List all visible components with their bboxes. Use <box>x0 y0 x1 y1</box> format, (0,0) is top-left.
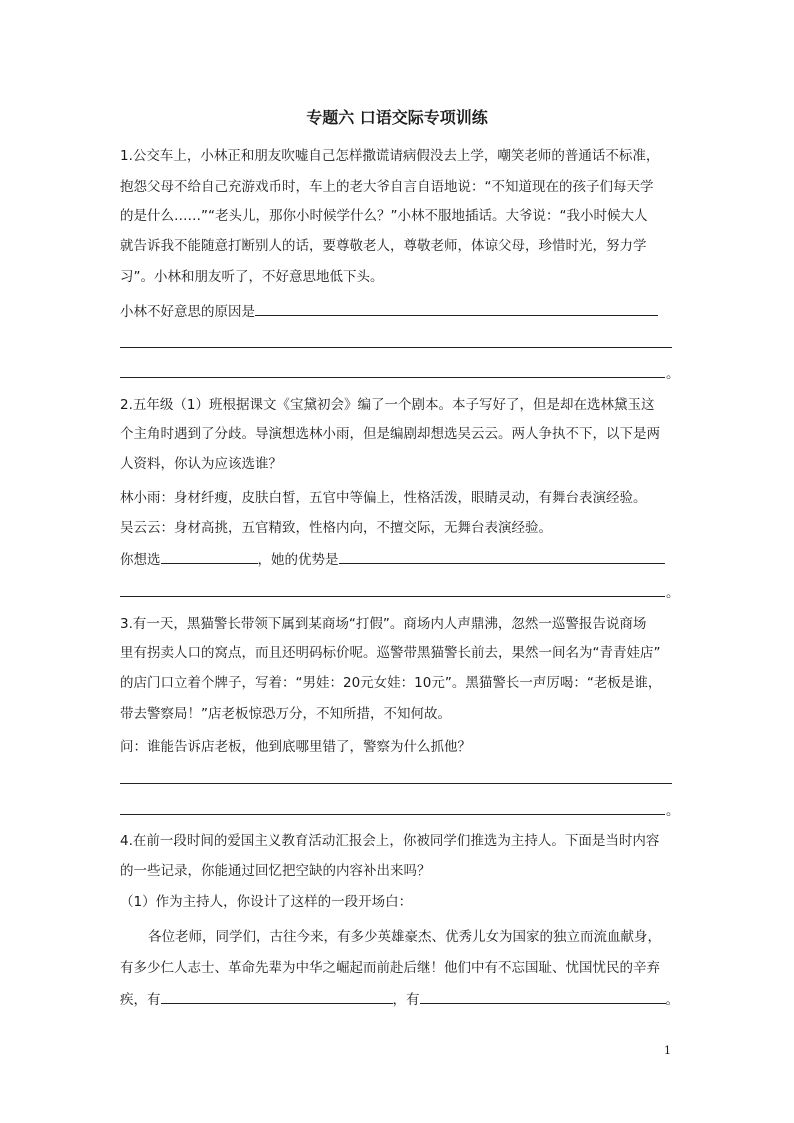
q1-answer-line-2[interactable] <box>120 347 672 348</box>
q3-question: 问：谁能告诉店老板，他到底哪里错了，警察为什么抓他？ <box>120 739 471 755</box>
q1-answer-blank-1[interactable] <box>255 301 658 316</box>
q3-end-mark: 。 <box>666 803 680 819</box>
q2-choice-blank[interactable] <box>161 549 258 564</box>
q1-answer-line-3[interactable] <box>120 377 665 378</box>
q3-line-2: 里有拐卖人口的窝点，而且还明码标价呢。巡警带黑猫警长前去，果然一间名为“青青娃店” <box>120 645 661 661</box>
q2-advantage-blank[interactable] <box>339 549 665 564</box>
q1-line-1: 1.公交车上，小林正和朋友吹嘘自己怎样撒谎请病假没去上学，嘲笑老师的普通话不标准， <box>120 148 660 164</box>
q3-answer-line-1[interactable] <box>120 783 672 784</box>
q1-prompt <box>120 301 680 322</box>
q1-end-mark: 。 <box>666 366 680 382</box>
q2-answer-line-2[interactable] <box>120 596 665 597</box>
q4-hero-blank-2[interactable] <box>420 989 666 1004</box>
q2-prompt <box>120 549 680 570</box>
q2-option-lin: 林小雨：身材纤瘦，皮肤白皙，五官中等偏上，性格活泼，眼睛灵动，有舞台表演经验。 <box>120 490 647 506</box>
q1-line-5: 习”。小林和朋友听了，不好意思地低下头。 <box>120 269 384 285</box>
q4-end-mark: 。 <box>665 992 679 1008</box>
q1-line-3: 的是什么……”“老头儿，那你小时候学什么？”小林不服地插话。大爷说：“我小时候大人 <box>120 208 648 224</box>
q4-subquestion-1: （1）作为主持人，你设计了这样的一段开场白： <box>120 894 413 910</box>
q2-prompt-a: 你想选 <box>120 552 161 568</box>
q4-text-b: ，有 <box>392 992 420 1008</box>
q4-opening-line-3 <box>120 989 680 1010</box>
q4-line-2: 的一些记录，你能通过回忆把空缺的内容补出来吗？ <box>120 863 431 879</box>
q2-option-wu: 吴云云：身材高挑，五官精致，性格内向，不擅交际，无舞台表演经验。 <box>120 520 552 536</box>
q4-line-1: 4.在前一段时间的爱国主义教育活动汇报会上，你被同学们推选为主持人。下面是当时内容 <box>120 833 660 849</box>
q4-hero-blank-1[interactable] <box>161 989 393 1004</box>
q3-answer-line-2[interactable] <box>120 814 665 815</box>
q3-line-1: 3.有一天，黑猫警长带领下属到某商场“打假”。商场内人声鼎沸，忽然一巡警报告说商场 <box>120 616 647 632</box>
q1-line-2: 抱怨父母不给自己充游戏币时，车上的老大爷自言自语地说：“不知道现在的孩子们每天学 <box>120 179 654 195</box>
q2-prompt-b: ，她的优势是 <box>257 552 339 568</box>
q2-line-3: 人资料，你认为应该选谁？ <box>120 456 282 472</box>
q2-line-2: 个主角时遇到了分歧。导演想选林小雨，但是编剧却想选吴云云。两人争执不下，以下是两 <box>120 426 660 442</box>
q4-opening-line-1: 各位老师，同学们，古往今来，有多少英雄豪杰、优秀儿女为国家的独立而流血献身， <box>148 929 661 945</box>
q4-opening-line-2: 有多少仁人志士、革命先辈为中华之崛起而前赴后继！他们中有不忘国耻、忧国忧民的辛弃 <box>120 960 660 976</box>
page-number: 1 <box>664 1044 671 1057</box>
q3-line-4: 带去警察局！”店老板惊恐万分，不知所措，不知何故。 <box>120 706 451 722</box>
q4-text-a: 疾，有 <box>120 992 161 1008</box>
page-title: 专题六 口语交际专项训练 <box>306 108 488 127</box>
q2-line-1: 2.五年级（1）班根据课文《宝黛初会》编了一个剧本。本子写好了，但是却在选林黛玉这 <box>120 397 655 413</box>
q3-line-3: 的店门口立着个牌子，写着：“男娃：20元女娃：10元”。黑猫警长一声厉喝：“老板是谁， <box>120 675 662 691</box>
q2-end-mark: 。 <box>666 585 680 601</box>
q1-line-4: 就告诉我不能随意打断别人的话，要尊敬老人，尊敬老师，体谅父母，珍惜时光，努力学 <box>120 238 647 254</box>
q1-prompt-text: 小林不好意思的原因是 <box>120 304 255 320</box>
